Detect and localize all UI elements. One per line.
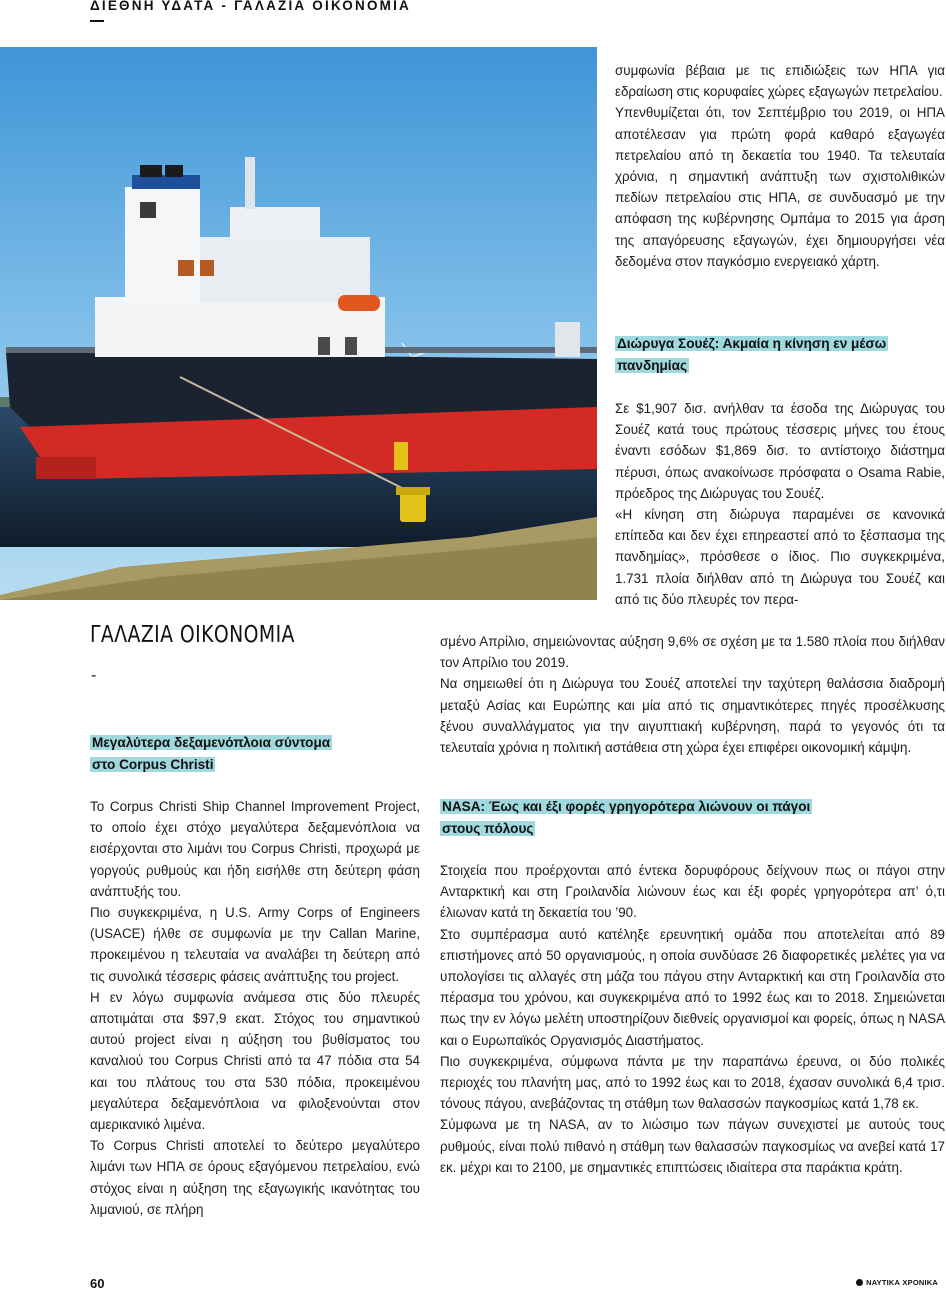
- article1-paragraph: Το Corpus Christi αποτελεί το δεύτερο μεγαλύτερο λιμάνι των ΗΠΑ σε όρους εξαγόμενου πετρελαίου, ενώ στόχος είναι η αύξηση της εξαγωγικής ικανότητας του λιμανιού, σε πλήρη: [90, 1138, 420, 1217]
- article3-heading-line1: NASA: Έως και έξι φορές γρηγορότερα λιώνουν οι πάγοι: [442, 799, 811, 814]
- rubric-title: ΓΑΛΑΖΙΑ ΟΙΚΟΝΟΜΙΑ: [90, 622, 295, 648]
- article2-paragraph: Σε $1,907 δισ. ανήλθαν τα έσοδα της Διώρυγας του Σουέζ κατά τους πρώτους τέσσερις μήνες του έτους έναντι εσόδων $1,869 δισ. το αντίστοιχο διάστημα πέρυσι, όπως ανακοίνωσε πρόσφατα ο Osama Rabie, πρόεδρος της Διώρυγας του Σουέζ.: [615, 401, 945, 501]
- article3-body: [440, 860, 945, 1178]
- article1-heading-line1: Μεγαλύτερα δεξαμενόπλοια σύντομα: [92, 735, 331, 750]
- section-title: ΔΙΕΘΝΗ ΥΔΑΤΑ - ΓΑΛΑΖΙΑ ΟΙΚΟΝΟΜΙΑ: [90, 0, 411, 13]
- article1-paragraph: Το Corpus Christi Ship Channel Improvement Project, το οποίο έχει στόχο μεγαλύτερα δεξαμενόπλοια να εισέρχονται στο λιμάνι του Corpus Christi, προχωρά με γοργούς ρυθμούς και ήδη εισήλθε στη δεύτερη φάση ανάπτυξής του.: [90, 799, 420, 899]
- article3-heading: [440, 796, 945, 840]
- article3-heading-line2: στους πόλους: [442, 821, 534, 836]
- page-number: 60: [90, 1276, 105, 1291]
- article2-heading-line1: Διώρυγα Σουέζ: Ακμαία η κίνηση εν μέσω: [617, 336, 887, 351]
- article2-paragraph: «Η κίνηση στη διώρυγα παραμένει σε κανονικά επίπεδα και δεν έχει επηρεαστεί από το ξέσπασμα της πανδημίας», πρόσθεσε ο ίδιος. Πιο συγκεκριμένα, 1.731 πλοία διήλθαν από τη Διώρυγα του Σουέζ και από τις δύο πλευρές τον περα-: [615, 507, 945, 607]
- article3-paragraph: Σύμφωνα με τη NASA, αν το λιώσιμο των πάγων συνεχιστεί με αυτούς τους ρυθμούς, είναι πολύ πιθανό η στάθμη των θαλασσών παγκοσμίως να ανεβεί κατά 17 εκ. μέχρι και το 2100, με σημαντικές επιπτώσεις ιδιαίτερα στα παράκτια κράτη.: [440, 1117, 945, 1175]
- article1-continuation-paragraph: συμφωνία βέβαια με τις επιδιώξεις των ΗΠΑ για εδραίωση στις κορυφαίες χώρες εξαγωγών πετρελαίου.: [615, 63, 945, 100]
- article1-paragraph: Πιο συγκεκριμένα, η U.S. Army Corps of Engineers (USACE) ήλθε σε συμφωνία με την Callan Marine, προκειμένου η τελευταία να αναλάβει τη δεύτερη από τις συνολικά τέσσερις φάσεις ανάπτυξης του project.: [90, 905, 420, 984]
- article1-continuation: [615, 60, 945, 272]
- article2-paragraph: Να σημειωθεί ότι η Διώρυγα του Σουέζ αποτελεί την ταχύτερη θαλάσσια διαδρομή μεταξύ Ασίας και Ευρώπης και μία από τις σημαντικότερες πηγές προσέλκυσης ξένου συναλλάγματος για την αιγυπτιακή κυβέρνηση, παρά το γεγονός ότι τα τελευταία χρόνια η πολιτική αστάθεια στη χώρα έχει επιφέρει οικονομική κάμψη.: [440, 676, 945, 756]
- publication-brand: [856, 1278, 938, 1287]
- article2-body-wide: [440, 631, 945, 758]
- article1-heading-line2: στο Corpus Christi: [92, 757, 214, 772]
- article1-continuation-paragraph: Υπενθυμίζεται ότι, τον Σεπτέμβριο του 2019, οι ΗΠΑ αποτέλεσαν για πρώτη φορά καθαρό εξαγωγέα πετρελαίου από τη δεκαετία του 1940. Τα τελευταία χρόνια, η σημαντική ανάπτυξη των σχιστολιθικών πεδίων πετρελαίου στις ΗΠΑ, σε συνδυασμό με την απόφαση της κυβέρνησης Ομπάμα το 2015 για άρση της απαγόρευσης εξαγωγών, έχει δημιουργήσει νέα δεδομένα στον παγκόσμιο ενεργειακό χάρτη.: [615, 105, 945, 269]
- brand-logo-icon: [856, 1279, 863, 1286]
- article3-paragraph: Στο συμπέρασμα αυτό κατέληξε ερευνητική ομάδα που αποτελείται από 89 επιστήμονες από 50 οργανισμούς, η οποία συνδύασε 26 διαφορετικές μελέτες για να υπολογίσει τις αλλαγές στη μάζα του πάγου στην Ανταρκτική και στη Γροιλανδία στο πέρασμα του χρόνου, και συγκεκριμένα από το 1992 έως και το 2018. Σημειώνεται πως την εν λόγω μελέτη υποστηρίζουν διεθνείς οργανισμοί και φορείς, όπως η NASA και ο Ευρωπαϊκός Οργανισμός Διαστήματος.: [440, 926, 945, 1048]
- article1-paragraph: Η εν λόγω συμφωνία ανάμεσα στις δύο πλευρές αποτιμάται στα $97,9 εκατ. Στόχος του σημαντικού αυτού project είναι η αύξηση του βυθίσματος του καναλιού του Corpus Christi από τα 47 πόδια στα 54 και του πλάτους του στα 530 πόδια, προκειμένου μεγαλύτερα δεξαμενόπλοια να φιλοξενούνται στον αμερικανικό λιμένα.: [90, 989, 420, 1133]
- article1-heading: [90, 732, 420, 776]
- tanker-ship-illustration: [0, 47, 597, 600]
- article2-paragraph: σμένο Απρίλιο, σημειώνοντας αύξηση 9,6% σε σχέση με τα 1.580 πλοία που διήλθαν τον Απρίλιο του 2019.: [440, 634, 945, 671]
- article1-body: [90, 796, 420, 1220]
- rubric-dash: -: [91, 667, 97, 684]
- article2-body-narrow: [615, 398, 945, 610]
- section-title-underline: [90, 20, 104, 22]
- brand-name: ΝΑΥΤΙΚΑ ΧΡΟΝΙΚΑ: [866, 1278, 938, 1287]
- article3-paragraph: Στοιχεία που προέρχονται από έντεκα δορυφόρους δείχνουν πως οι πάγοι στην Ανταρκτική και στη Γροιλανδία λιώνουν έως και έξι φορές γρηγορότερα απ’ ό,τι έλιωναν κατά τη δεκαετία του ’90.: [440, 863, 945, 921]
- article2-heading-line2: πανδημίας: [617, 358, 688, 373]
- article-photo: [0, 47, 597, 600]
- article3-paragraph: Πιο συγκεκριμένα, σύμφωνα πάντα με την παραπάνω έρευνα, οι δύο πολικές περιοχές του πλανήτη μας, από το 1992 έως και το 2018, έχασαν συνολικά 6,4 τρισ. τόνους πάγου, ανεβάζοντας τη στάθμη των θαλασσών παγκοσμίως κατά 1,78 εκ.: [440, 1053, 945, 1112]
- article2-heading: [615, 333, 945, 377]
